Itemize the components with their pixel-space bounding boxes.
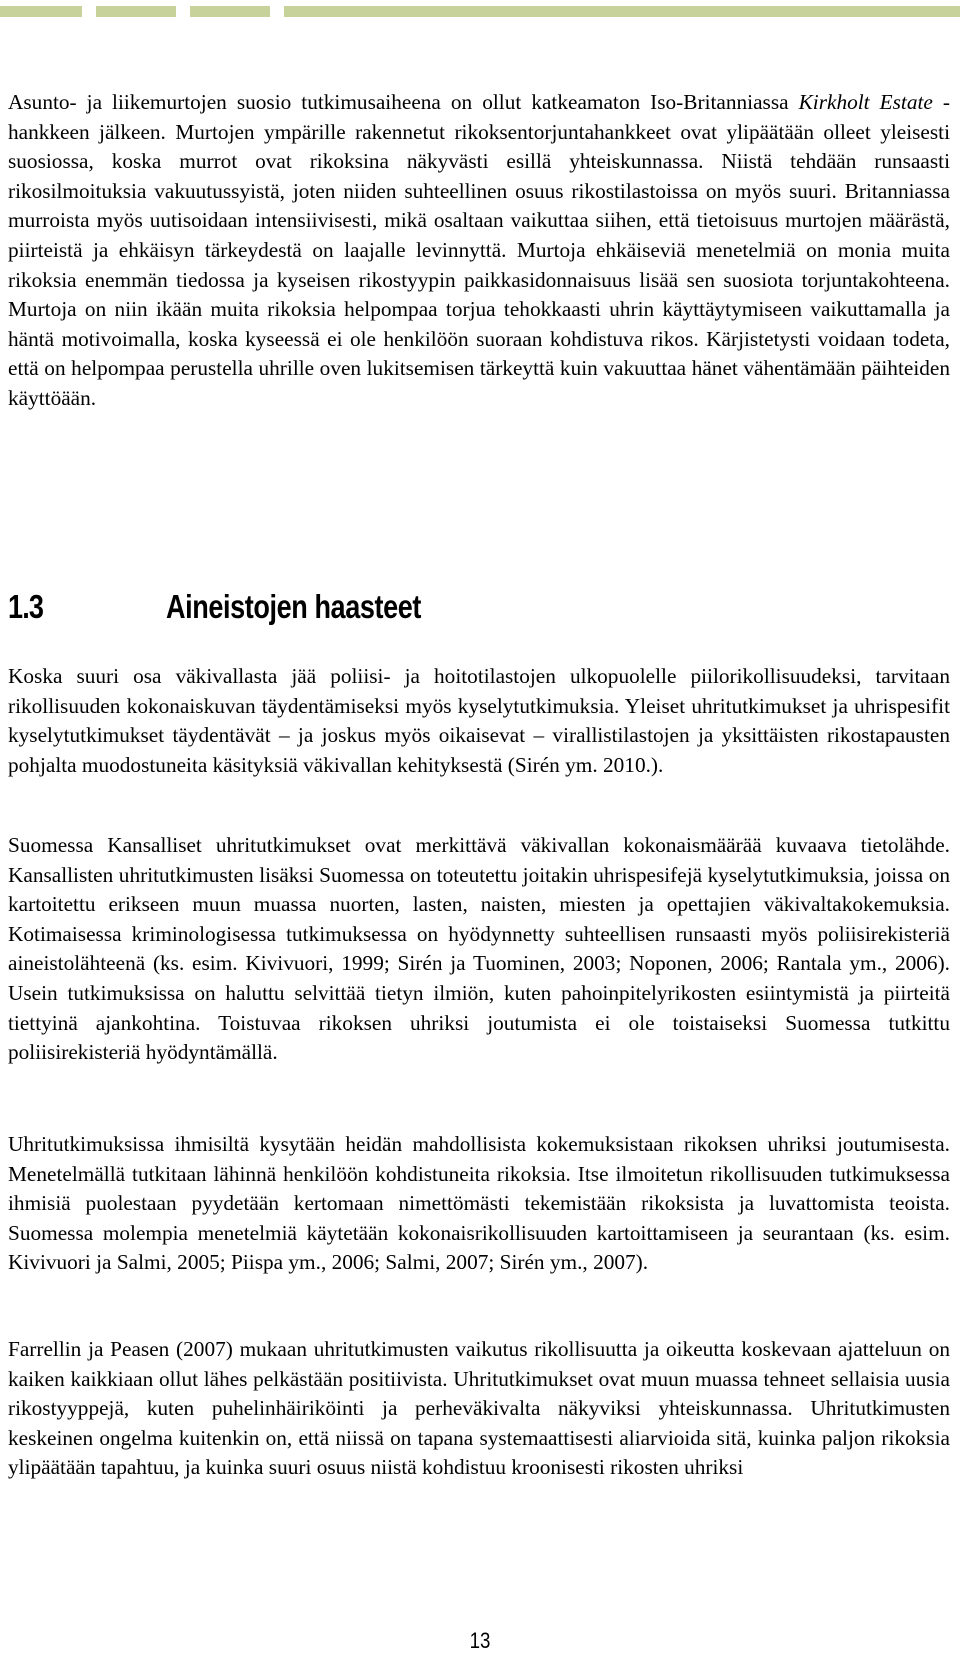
paragraph: Koska suuri osa väkivallasta jää poliisi- ja hoitotilastojen ulkopuolelle piilorikollisuudeksi, tarvitaan rikollisuuden kokonaiskuvan täydentämiseksi myös kyselytutkimuksia. Yleiset uhritutkimukset ja uhrispesifit kyselytutkimukset täydentävät – ja joskus myös oikaisevat – virallistilastojen ja yksittäisten rikostapausten pohjalta muodostuneita käsityksiä väkivallan kehityksestä (Sirén ym. 2010.). bbox=[8, 664, 950, 777]
paragraph: Uhritutkimuksissa ihmisiltä kysytään heidän mahdollisista kokemuksistaan rikoksen uhriksi joutumisesta. Menetelmällä tutkitaan lähinnä henkilöön kohdistuneita rikoksia. Itse ilmoitetun rikollisuuden tutkimuksessa ihmisiä puolestaan pyydetään kertomaan nimettömästi tekemistään rikoksista ja luvattomista teoista. Suomessa molempia menetelmiä käytetään kokonaisrikollisuuden kartoittamiseen ja seurantaan (ks. esim. Kivivuori ja Salmi, 2005; Piispa ym., 2006; Salmi, 2007; Sirén ym., 2007). bbox=[8, 1132, 950, 1275]
section-heading bbox=[8, 588, 950, 644]
header-decoration-bar bbox=[0, 6, 960, 17]
header-bar-segment bbox=[96, 6, 176, 17]
section-title: Aineistojen haasteet bbox=[166, 588, 421, 625]
header-bar-segment bbox=[190, 6, 270, 17]
paragraph: Farrellin ja Peasen (2007) mukaan uhritutkimusten vaikutus rikollisuutta ja oikeutta koskevaan ajatteluun on kaiken kaikkiaan ollut lähes pelkästään positiivista. Uhritutkimukset ovat muun muassa tehneet sellaisia uusia rikostyyppejä, kuten puhelinhäiriköinti ja perheväkivalta näkyviksi yhteiskunnassa. Uhritutkimusten keskeinen ongelma kuitenkin on, että niissä on tapana systemaattisesti aliarvioida sitä, kuinka paljon rikoksia ylipäätään tapahtuu, ja kuinka suuri osuus niistä kohdistuu kroonisesti rikosten uhriksi bbox=[8, 1337, 950, 1480]
paragraph bbox=[8, 88, 950, 414]
paragraph-rest-text: -hankkeen jälkeen. Murtojen ympärille rakennetut rikoksentorjuntahankkeet ovat ylipäätään olleet yleisesti suosiossa, koska murrot ovat rikoksina näkyvästi esillä yhteiskunnassa. Niistä tehdään runsaasti rikosilmoituksia vakuutussyistä, joten niiden suhteellinen osuus rikostilastoissa on myös suuri. Britanniassa murroista myös uutisoidaan intensiivisesti, mikä osaltaan vaikuttaa siihen, että tietoisuus murtojen määrästä, piirteistä ja ehkäisyn tärkeydestä on laajalle levinnyttä. Murtoja ehkäiseviä menetelmiä on monia muita rikoksia enemmän tiedossa ja kyseisen rikostyypin paikkasidonnaisuus lisää sen suosiota torjuntakohteena. Murtoja on niin ikään muita rikoksia helpompaa torjua tehokkaasti uhrin käyttäytymiseen vaikuttamalla ja häntä motivoimalla, koska kyseessä ei ole henkilöön suoraan kohdistuva rikos. Kärjistetysti voidaan todeta, että on helpompaa perustella uhrille oven lukitsemisen tärkeyttä kuin vakuuttaa hänet vähentämään päihteiden käyttöään. bbox=[8, 90, 950, 410]
section-number: 1.3 bbox=[8, 588, 44, 625]
header-bar-segment bbox=[284, 6, 960, 17]
paragraph-lead-text: Asunto- ja liikemurtojen suosio tutkimusaiheena on ollut katkeamaton Iso-Britanniassa bbox=[8, 90, 799, 114]
header-bar-segment bbox=[0, 6, 82, 17]
italic-term: Kirkholt Estate bbox=[798, 90, 933, 114]
paragraph: Suomessa Kansalliset uhritutkimukset ovat merkittävä väkivallan kokonaismäärää kuvaava tietolähde. Kansallisten uhritutkimusten lisäksi Suomessa on toteutettu joitakin uhrispesifejä kyselytutkimuksia, joissa on kartoitettu erikseen muun muassa nuorten, lasten, naisten, miesten ja opettajien väkivaltakokemuksia. Kotimaisessa kriminologisessa tutkimuksessa on hyödynnetty suhteellisen runsaasti myös poliisirekisteriä aineistolähteenä (ks. esim. Kivivuori, 1999; Sirén ja Tuominen, 2003; Noponen, 2006; Rantala ym., 2006). Usein tutkimuksissa on haluttu selvittää tietyn ilmiön, kuten pahoinpitelyrikosten esiintymistä ja piirteitä tiettyinä ajankohtina. Toistuvaa rikoksen uhriksi joutumista ei ole toistaiseksi Suomessa tutkittu poliisirekisteriä hyödyntämällä. bbox=[8, 833, 950, 1065]
page-number: 13 bbox=[469, 1628, 491, 1653]
